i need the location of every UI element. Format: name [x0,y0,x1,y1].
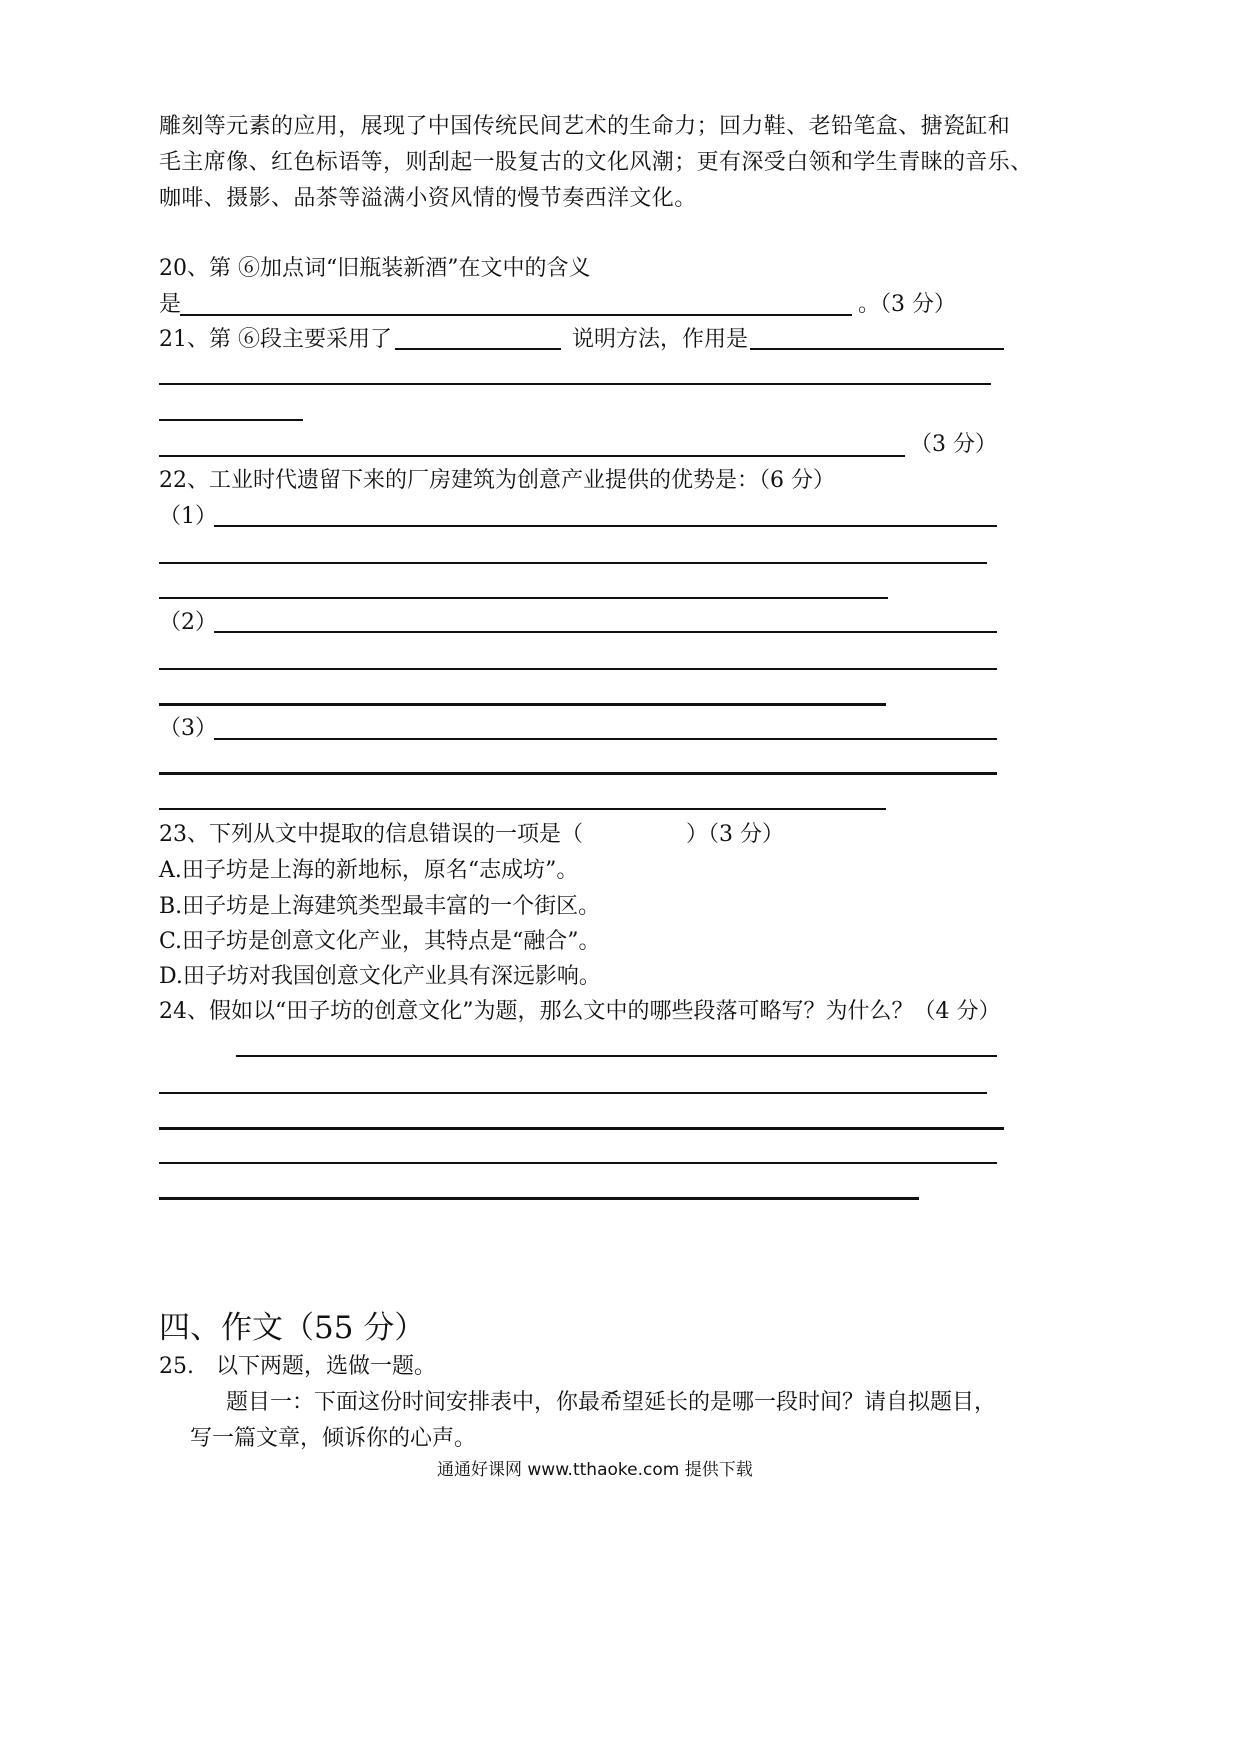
option-c: C.田子坊是创意文化产业，其特点是“融合”。 [159,929,601,954]
topic-1-line-1: 题目一：下面这份时间安排表中，你最希望延长的是哪一段时间？请自拟题目， [226,1390,997,1415]
paragraph-line-3: 咖啡、摄影、品茶等溢满小资风情的慢节奏西洋文化。 [159,186,697,211]
question-23-text: 23、下列从文中提取的信息错误的一项是（ [159,822,583,847]
answer-line-q21-3[interactable] [159,419,303,421]
answer-line-q24-5[interactable] [159,1197,919,1200]
answer-line-q22-3c[interactable] [159,808,886,810]
answer-line-q21-1[interactable] [750,348,1004,350]
option-b: B.田子坊是上海建筑类型最丰富的一个街区。 [159,894,601,919]
paragraph-line-2: 毛主席像、红色标语等，则刮起一股复古的文化风潮；更有深受白领和学生青睐的音乐、 [159,150,1033,175]
answer-line-q22-2c[interactable] [159,703,886,706]
answer-line-q21-4[interactable] [159,455,905,457]
answer-line-q24-4[interactable] [159,1162,997,1164]
question-23-close: ）（3 分） [686,822,784,847]
answer-line-q22-2b[interactable] [159,668,997,670]
question-25-text: 25. 以下两题，选做一题。 [159,1354,436,1379]
answer-line-q22-1c[interactable] [159,597,888,599]
question-22-text: 22、工业时代遗留下来的厂房建筑为创意产业提供的优势是：（6 分） [159,468,835,493]
answer-line-q22-1a[interactable] [214,525,997,527]
question-20-prefix: 是 [159,292,182,317]
answer-line-q24-3[interactable] [159,1127,1004,1130]
answer-line-q21-2[interactable] [159,383,991,385]
paragraph-line-1: 雕刻等元素的应用，展现了中国传统民间艺术的生命力；回力鞋、老铅笔盒、搪瓷缸和 [159,114,1011,139]
answer-line-q22-1b[interactable] [159,562,987,564]
topic-1-line-2: 写一篇文章，倾诉你的心声。 [190,1426,477,1451]
answer-line-q22-2a[interactable] [214,631,997,633]
item-3-label: （3） [159,716,217,741]
question-21-middle: 说明方法，作用是 [572,327,749,352]
answer-line-q24-1[interactable] [236,1055,997,1057]
option-a: A.田子坊是上海的新地标，原名“志成坊”。 [159,858,579,883]
question-20-score: 。（3 分） [858,292,956,317]
question-21-prefix: 21、第 ⑥段主要采用了 [159,327,392,352]
answer-line-q22-3b[interactable] [159,772,997,775]
item-1-label: （1） [159,504,217,529]
page-footer: 通通好课网 www.tthaoke.com 提供下载 [437,1460,753,1480]
question-24-text: 24、假如以“田子坊的创意文化”为题，那么文中的哪些段落可略写？为什么？（4 分） [159,999,1001,1024]
item-2-label: （2） [159,610,217,635]
question-21-score: （3 分） [910,432,997,457]
answer-line-q20[interactable] [180,314,852,316]
answer-line-q24-2[interactable] [159,1092,987,1094]
answer-blank-q21-method[interactable] [395,348,561,350]
answer-line-q22-3a[interactable] [214,738,997,740]
section-heading-composition: 四、作文（55 分） [159,1310,426,1346]
option-d: D.田子坊对我国创意文化产业具有深远影响。 [159,964,601,989]
question-20-text: 20、第 ⑥加点词“旧瓶装新酒”在文中的含义 [159,256,591,281]
